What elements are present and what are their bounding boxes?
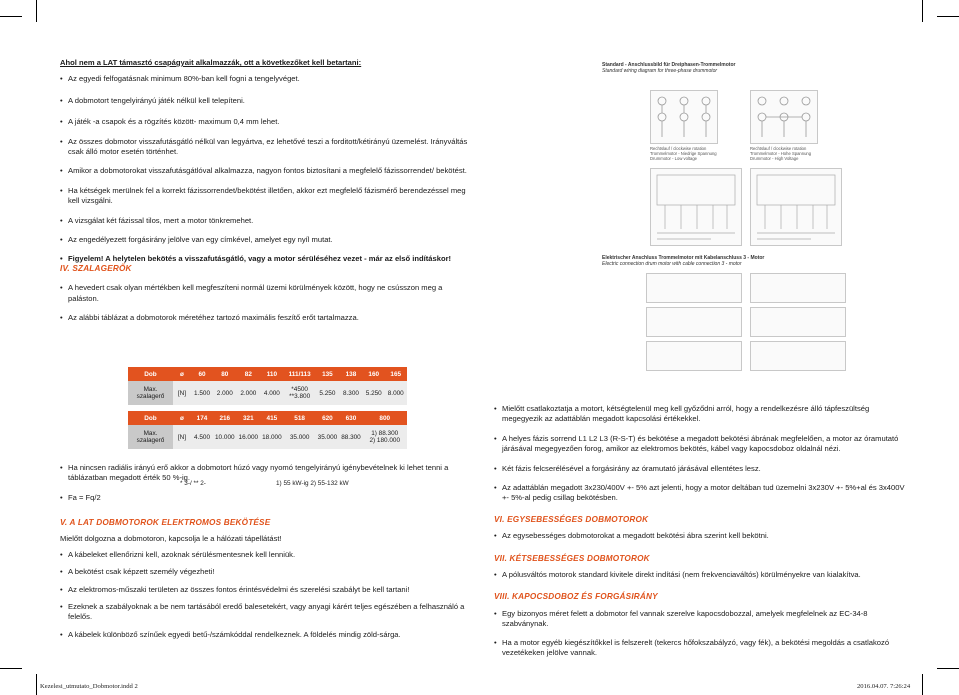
diagram-label: Rechtslauf / clockwise rotation — [650, 146, 707, 151]
wiring-diagram-1 — [602, 62, 918, 250]
table-cell: 2.000 — [213, 381, 237, 405]
belt-force-table — [128, 367, 407, 449]
schematic-panel-right — [750, 168, 842, 246]
row-label: Max. — [143, 430, 158, 437]
crop-mark — [937, 668, 959, 669]
table-cell: ø — [173, 367, 191, 381]
right-bullets-top — [494, 404, 906, 504]
table-cell: 1.500 — [191, 381, 213, 405]
row-label: szalagerő — [136, 437, 165, 444]
section-5 — [60, 518, 475, 645]
diagram-label: Drummotor - Low voltage — [650, 156, 698, 161]
list-item: • Amikor a dobmotorokat visszafutásgátlóval alkalmazza, nagyon fontos biztosítani a megfelelő fázissorrendet/ bekötést. — [60, 166, 475, 176]
list-item: • Az egyedi felfogatásnak minimum 80%-ban kell fogni a tengelyvéget. — [60, 74, 475, 84]
list-item: • Mielőtt csatlakoztatja a motort, kétségtelenül meg kell győződni arról, hogy a rendelkezésre álló tápfeszültség megegyezik az adattáblán megadott kapcsolási értékekkel. — [494, 404, 906, 425]
table-row — [128, 425, 407, 449]
table-cell: 135 — [316, 367, 340, 381]
section-5-bullets — [60, 550, 475, 640]
cell-line: 1) 88.300 — [371, 430, 399, 437]
wiring-schematic-icon — [651, 169, 741, 245]
table-cell — [284, 381, 316, 405]
diagram-label: Trommelmotor - Niedrige Spannung — [650, 151, 717, 156]
list-item: • Az összes dobmotor visszafutásgátló nélkül van legyártva, ez lehetővé teszi a forditott/kétirányú üzemelést. Irányváltás csak álló motor esetén történhet. — [60, 137, 475, 158]
table-cell — [128, 381, 173, 405]
list-item: • Az engedélyezett forgásirány jelölve van egy címkével, amelyet egy nyíl mutat. — [60, 235, 475, 245]
list-item: • Fa = Fq/2 — [60, 493, 475, 503]
table-footnote-left: * 3-/ ** 2- — [180, 480, 206, 487]
table-cell: 5.250 — [316, 381, 340, 405]
left-column-top — [60, 58, 475, 270]
diagram-2-title-de: Elektrischer Anschluss Trommelmotor mit Kabelanschluss 3 - Motor — [602, 255, 765, 261]
section-5-intro: Mielőtt dolgozna a dobmotoron, kapcsolja le a hálózati tápellátást! — [60, 534, 282, 544]
diagram-2-title-en: Electric connection drum motor with cable connection 3 - motor — [602, 261, 742, 267]
diagram-1-title-en: Standard wiring diagram for three-phase drummotor — [602, 68, 718, 74]
section-7-title: VII. KÉTSEBESSÉGES DOBMOTOROK — [494, 553, 650, 563]
table-cell: 518 — [284, 411, 316, 425]
table-cell: 5.250 — [363, 381, 385, 405]
list-item: • Ha a motor egyéb kiegészítőkkel is felszerelt (tekercs hőfokszabályzó, vagy fék), a bekötési megoldás a csatlakozó vezetékeken jelölve vannak. — [494, 638, 906, 659]
warning-text: A helytelen bekötés a visszafutásgátló, vagy a motor sérüléséhez vezet - már az első indításkor! — [103, 254, 452, 264]
wiring-schematic-icon — [751, 169, 841, 245]
section-6-bullets — [494, 531, 906, 541]
crop-mark — [36, 674, 37, 695]
list-item: • Az alábbi táblázat a dobmotorok méretéhez tartozó maximális feszítő erőt tartalmazza. — [60, 313, 475, 323]
crop-mark — [922, 0, 923, 22]
table-cell: ø — [173, 411, 191, 425]
table-cell: [N] — [173, 381, 191, 405]
crop-mark — [0, 16, 22, 17]
table-cell: 10.000 — [213, 425, 237, 449]
cell-line: *4500 — [291, 386, 308, 393]
list-item: • A bekötést csak képzett személy végezheti! — [60, 567, 475, 577]
table-cell: 216 — [213, 411, 237, 425]
diagram-label: Trommelmotor - Hohe Spannung — [750, 151, 812, 156]
list-item: • Ezeknek a szabályoknak a be nem tartásából eredő balesetekért, vagy anyagi kárért teljes egészében a felhasználó a felelős. — [60, 602, 475, 623]
table-cell: 35.000 — [316, 425, 340, 449]
table-footnote-right: 1) 55 kW-ig 2) 55-132 kW — [276, 480, 349, 487]
list-item: • Két fázis felcserélésével a forgásirány az óramutató járásával ellentétes lesz. — [494, 464, 906, 474]
cable-panel-6 — [750, 341, 846, 371]
crop-mark — [0, 668, 22, 669]
table-cell: [N] — [173, 425, 191, 449]
table-cell — [363, 425, 407, 449]
table-cell: 82 — [237, 367, 261, 381]
table-cell — [128, 425, 173, 449]
list-item: • Egy bizonyos méret felett a dobmotor fel vannak szerelve kapocsdobozzal, amelyek megfelelnek az EC-34-8 szabványnak. — [494, 609, 906, 630]
section-4-after-bullets — [60, 463, 475, 503]
list-item: • A pólusváltós motorok standard kivitele direkt indítási (nem frekvenciaváltós) körülményekre van kialakítva. — [494, 570, 906, 580]
right-column-text — [494, 404, 906, 664]
diagram-label: Rechtslauf / clockwise rotation — [750, 146, 807, 151]
cable-panel-3 — [646, 307, 742, 337]
table-cell: 321 — [237, 411, 261, 425]
table-cell: 18.000 — [260, 425, 284, 449]
cable-panel-1 — [646, 273, 742, 303]
table-cell: 138 — [339, 367, 363, 381]
terminal-panel-delta — [650, 90, 718, 144]
list-item: • Az egysebességes dobmotorokat a megadott bekötési ábra szerint kell bekötni. — [494, 531, 906, 541]
table-cell: 415 — [260, 411, 284, 425]
table-cell: 8.000 — [385, 381, 407, 405]
terminal-block-icon — [751, 91, 817, 143]
section-6-title: VI. EGYSEBESSÉGES DOBMOTOROK — [494, 514, 649, 524]
list-item: • A kábeleket ellenőrizni kell, azoknak sérülésmentesnek kell lenniük. — [60, 550, 475, 560]
cable-panel-2 — [750, 273, 846, 303]
table-cell: 4.000 — [260, 381, 284, 405]
list-item: • A játék -a csapok és a rögzítés között- maximum 0,4 mm lehet. — [60, 117, 475, 127]
list-item: • Ha kétségek merülnek fel a korrekt fázissorrendet/bekötést illetően, akkor ezt megfelelő fázismérő berendezéssel meg kell vizsgálni. — [60, 186, 475, 207]
table-cell: 165 — [385, 367, 407, 381]
list-item: • A kábelek különböző színűek egyedi betű-/számkóddal rendelkeznek. A földelés mindig zöld-sárga. — [60, 630, 475, 640]
left-bullets-top — [60, 74, 475, 264]
cable-panel-4 — [750, 307, 846, 337]
footer-filename: Kezelesi_utmutato_Dobmotor.indd 2 — [40, 683, 138, 690]
list-item: • A vizsgálat két fázissal tilos, mert a motor tönkremehet. — [60, 216, 475, 226]
crop-mark — [922, 674, 923, 695]
table-row — [128, 411, 407, 425]
diagram-1-caption-right — [750, 146, 840, 161]
table-cell: 620 — [316, 411, 340, 425]
table-cell: 88.300 — [339, 425, 363, 449]
terminal-block-icon — [651, 91, 717, 143]
cell-line: 2) 180.000 — [369, 437, 401, 444]
table-row — [128, 367, 407, 381]
table-cell: 160 — [363, 367, 385, 381]
section-8-bullets — [494, 609, 906, 659]
diagram-1-caption-left — [650, 146, 740, 161]
table-cell: 2.000 — [237, 381, 261, 405]
list-item: • A helyes fázis sorrend L1 L2 L3 (R-S-T) és bekötése a megadott bekötési ábrának megfelelően, a motor az óramutató járásával megegyezően forog, amikor az elektromos bekötés, kábel vagy kapocsdoboz oldalnál nézi. — [494, 434, 906, 455]
list-item: • A hevedert csak olyan mértékben kell megfeszíteni normál üzemi körülmények között, hogy ne csússzon meg a paláston. — [60, 283, 475, 304]
list-item: • Az elektromos-műszaki területen az összes fontos érintésvédelmi és szerelési szabályt be kell tartani! — [60, 585, 475, 595]
section-5-title: V. A LAT DOBMOTOROK ELEKTROMOS BEKÖTÉSE — [60, 518, 271, 527]
table-cell: 4.500 — [191, 425, 213, 449]
section-7-bullets — [494, 570, 906, 580]
diagram-1-title-de: Standard - Anschlussbild für Dreiphasen-Trommelmotor — [602, 62, 736, 68]
terminal-panel-star — [750, 90, 818, 144]
section-4 — [60, 264, 475, 329]
diagram-label: Drummotor - High Voltage — [750, 156, 799, 161]
schematic-panel-left — [650, 168, 742, 246]
crop-mark — [36, 0, 37, 22]
left-heading: Ahol nem a LAT támasztó csapágyait alkalmazzák, ott a következőket kell betartani: — [60, 58, 362, 67]
cable-panel-5 — [646, 341, 742, 371]
row-label: szalagerő — [136, 393, 165, 400]
table-cell: 174 — [191, 411, 213, 425]
table-cell: 110 — [260, 367, 284, 381]
crop-mark — [937, 16, 959, 17]
section-4-after — [60, 463, 475, 508]
row-label: Max. — [143, 386, 158, 393]
table-cell: 111/113 — [284, 367, 316, 381]
table-cell: 60 — [191, 367, 213, 381]
section-4-bullets — [60, 283, 475, 323]
table-cell: 35.000 — [284, 425, 316, 449]
warning-label: Figyelem! — [68, 254, 104, 264]
table-cell: 8.300 — [339, 381, 363, 405]
table-cell: 800 — [363, 411, 407, 425]
table-cell: 16.000 — [237, 425, 261, 449]
table-cell: Dob — [128, 411, 173, 425]
list-item: • Ha nincsen radiális irányú erő akkor a dobmotort húzó vagy nyomó tengelyirányú igénybevételnek ki lehet tenni a táblázatban megadott érték 50 %-ig. — [60, 463, 475, 484]
table-cell: Dob — [128, 367, 173, 381]
table-cell: 630 — [339, 411, 363, 425]
table-row — [128, 381, 407, 405]
section-8-title: VIII. KAPOCSDOBOZ ÉS FORGÁSIRÁNY — [494, 592, 658, 602]
section-4-title: IV. SZALAGERŐK — [60, 264, 132, 273]
list-item: • Az adattáblán megadott 3x230/400V +- 5% azt jelenti, hogy a motor deltában tud üzemelni 3x230V +- 5%+al és 3x400V +- 5%-al pedig csillag bekötésben. — [494, 483, 906, 504]
table-cell: 80 — [213, 367, 237, 381]
wiring-diagram-2 — [602, 255, 918, 375]
cell-line: **3.800 — [289, 393, 311, 400]
list-item: • A dobmotort tengelyirányú játék nélkül kell telepíteni. — [60, 96, 475, 106]
footer-timestamp: 2016.04.07. 7:26:24 — [857, 683, 911, 690]
